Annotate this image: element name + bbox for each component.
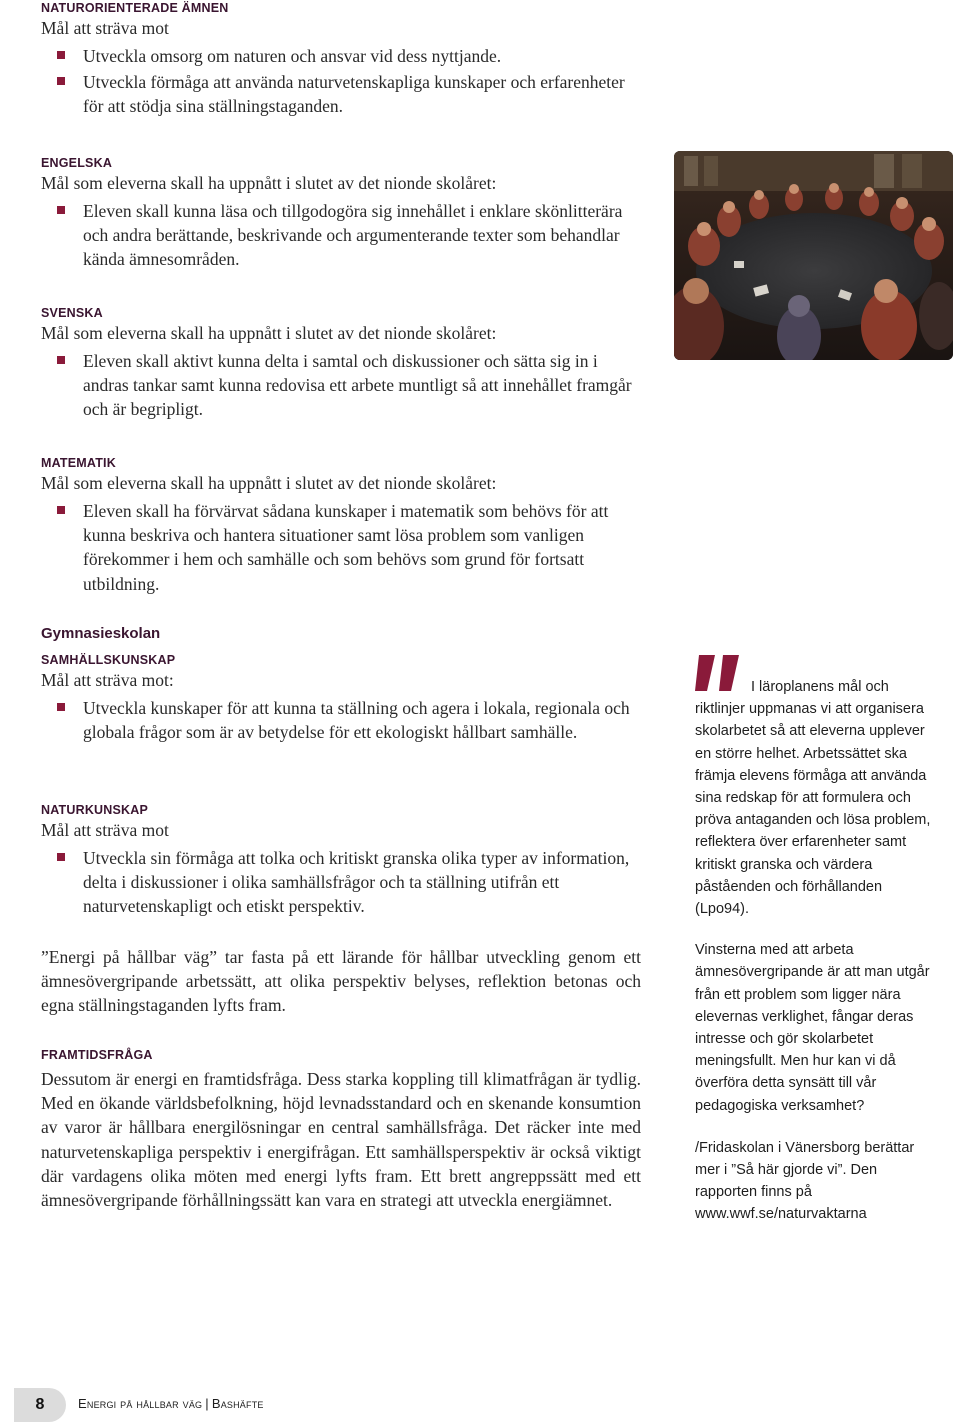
photo-illustration bbox=[674, 151, 953, 360]
sidebar-paragraph: Vinsterna med att arbeta ämnesövergripande är att man utgår från ett problem som ligger nära elevernas verklighet, fångar deras intresse och gör skolarbetet meningsfullt. Men hur kan vi då överföra detta synsätt till vår pedagogiska verksamhet? bbox=[695, 942, 930, 1114]
sidebar-note bbox=[695, 676, 935, 1226]
section-gymnasieskolan bbox=[41, 625, 641, 642]
list-item: Utveckla kunskaper för att kunna ta ställning och agera i lokala, regionala och globala frågor som är av betydelse för ett ekologiskt hållbart samhälle. bbox=[41, 696, 641, 744]
section-heading: MATEMATIK bbox=[41, 456, 116, 470]
bullet-list bbox=[41, 199, 641, 272]
gymnasieskolan-title: Gymnasieskolan bbox=[41, 625, 161, 642]
section-subheading: Mål som eleverna skall ha uppnått i slutet av det nionde skolåret: bbox=[41, 173, 497, 193]
list-item: Eleven skall aktivt kunna delta i samtal och diskussioner och sätta sig in i andras tankar samt kunna redovisa ett arbete muntligt så att innehållet framgår och är begripligt. bbox=[41, 349, 641, 422]
list-item: Utveckla omsorg om naturen och ansvar vid dess nyttjande. bbox=[41, 44, 641, 68]
section-naturorienterade bbox=[41, 0, 641, 121]
bullet-square-icon bbox=[57, 77, 65, 85]
sidebar-paragraph: /Fridaskolan i Vänersborg berättar mer i ”Så här gjorde vi”. Den rapporten finns på www.wwf.se/naturvaktarna bbox=[695, 1139, 915, 1223]
section-matematik bbox=[41, 455, 641, 598]
publication-subtitle: Bashäfte bbox=[211, 1396, 264, 1411]
bullet-square-icon bbox=[57, 206, 65, 214]
bullet-square-icon bbox=[57, 703, 65, 711]
classroom-photo bbox=[674, 151, 953, 360]
page-number: 8 bbox=[14, 1388, 66, 1422]
list-item: Utveckla förmåga att använda naturvetenskapliga kunskaper och erfarenheter för att stödja sina ställningstaganden. bbox=[41, 70, 641, 118]
footer-separator: | bbox=[205, 1396, 209, 1411]
bullet-list bbox=[41, 846, 641, 919]
section-subheading: Mål som eleverna skall ha uppnått i slutet av det nionde skolåret: bbox=[41, 473, 497, 493]
section-naturkunskap bbox=[41, 802, 641, 921]
list-item: Eleven skall kunna läsa och tillgodogöra sig innehållet i enklare skönlitterära och andra berättande, beskrivande och argumenterande texter som behandlar kända ämnesområden. bbox=[41, 199, 641, 272]
bullet-square-icon bbox=[57, 51, 65, 59]
section-subheading: Mål som eleverna skall ha uppnått i slutet av det nionde skolåret: bbox=[41, 323, 497, 343]
section-heading: NATURKUNSKAP bbox=[41, 803, 149, 817]
footer-title bbox=[78, 1396, 264, 1411]
section-subheading: Mål att sträva mot: bbox=[41, 670, 174, 690]
section-engelska bbox=[41, 155, 641, 274]
publication-title: Energi på hållbar väg bbox=[78, 1396, 203, 1411]
section-heading: SVENSKA bbox=[41, 306, 103, 320]
list-item: Eleven skall ha förvärvat sådana kunskaper i matematik som behövs för att kunna beskriva och hantera situationer samt lösa problem som vanligen förekommer i hem och samhälle och som behövs som grund för fortsatt utbildning. bbox=[41, 499, 641, 596]
framtidsfraga-body: Dessutom är energi en framtidsfråga. Dess starka koppling till klimatfrågan är tydlig. Med en ökande världsbefolkning, höjd levnadsstandard och en skenande konsumtion av varor är hållbara energilösningar en central samhällsfråga. Det räcker inte med naturvetenskapliga perspektiv i energifrågan. Ett samhällsperspektiv är också viktigt där vardagens olika möten med energi lyfts fram. Ett brett angreppssätt med ett ämnesövergripande förhållningssätt kan vara en strategi att utveckla energiämnet. bbox=[41, 1069, 641, 1211]
section-framtidsfraga bbox=[41, 1047, 641, 1212]
bullet-list bbox=[41, 499, 641, 596]
section-subheading: Mål att sträva mot bbox=[41, 18, 169, 38]
section-heading: SAMHÄLLSKUNSKAP bbox=[41, 653, 176, 667]
section-subheading: Mål att sträva mot bbox=[41, 820, 169, 840]
bullet-list bbox=[41, 696, 641, 744]
intro-paragraph: ”Energi på hållbar väg” tar fasta på ett lärande för hållbar utveckling genom ett ämnesövergripande arbetssätt, att olika perspektiv belyses, reflektion betonas och egna ställningstaganden lyfts fram. bbox=[41, 947, 641, 1016]
bullet-square-icon bbox=[57, 356, 65, 364]
list-item: Utveckla sin förmåga att tolka och kritiskt granska olika typer av information, delta i diskussioner i olika samhällsfrågor och ta ställning utifrån ett naturvetenskapligt och etiskt perspektiv. bbox=[41, 846, 641, 919]
bullet-square-icon bbox=[57, 506, 65, 514]
section-samhallskunskap bbox=[41, 652, 641, 746]
sidebar-paragraph: I läroplanens mål och riktlinjer uppmanas vi att organisera skolarbetet så att eleverna upplever en större helhet. Arbetssättet ska främja elevens förmåga att använda sina redskap för att formulera och pröva antaganden och lösa problem, reflektera över erfarenheter samt kritiskt granska och värdera påståenden och förhållanden (Lpo94). bbox=[695, 679, 931, 918]
section-heading: FRAMTIDSFRÅGA bbox=[41, 1048, 153, 1062]
bullet-list bbox=[41, 44, 641, 119]
bullet-list bbox=[41, 349, 641, 422]
intro-paragraph-block bbox=[41, 945, 641, 1018]
bullet-square-icon bbox=[57, 853, 65, 861]
section-svenska bbox=[41, 305, 641, 424]
section-heading: NATURORIENTERADE ÄMNEN bbox=[41, 1, 229, 15]
section-heading: ENGELSKA bbox=[41, 156, 113, 170]
page-footer bbox=[0, 1388, 960, 1425]
